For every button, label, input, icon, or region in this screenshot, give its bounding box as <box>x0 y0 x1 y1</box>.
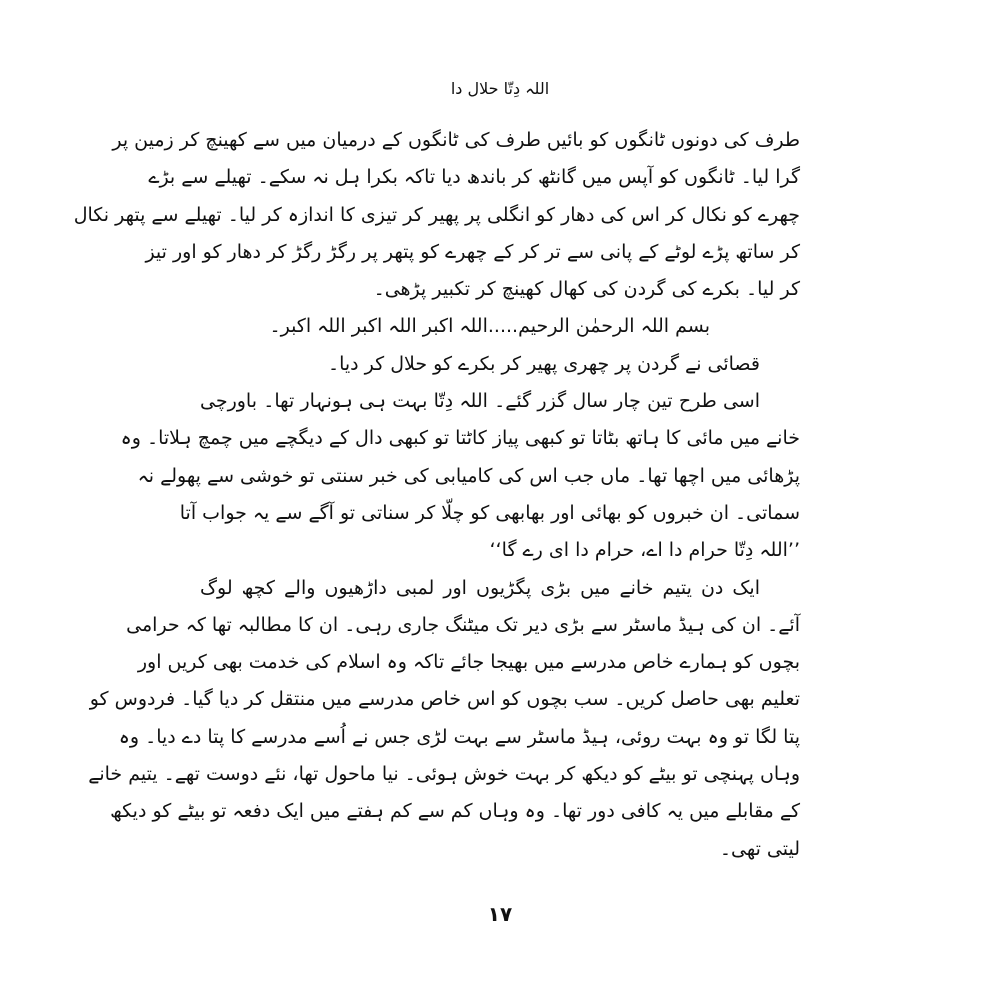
quoted-dialogue-line: ’’اللہ دِتّا حرام دا اے، حرام دا ای رے گا‘‘ <box>489 539 800 562</box>
text-line: پتا لگا تو وہ بہت روئی، ہیڈ ماسٹر سے بہت لڑی جس نے اُسے مدرسے کا پتا دے دیا۔ وہ <box>118 725 800 748</box>
text-line: گرا لیا۔ ٹانگوں کو آپس میں گانٹھ کر باندھ دیا تاکہ بکرا ہل نہ سکے۔ تھیلے سے بڑے <box>148 166 800 189</box>
bismillah-line: بسم اللہ الرحمٰن الرحیم.....اللہ اکبر اللہ اکبر اللہ اکبر۔ <box>269 315 710 338</box>
text-line: خانے میں مائی کا ہاتھ بٹاتا تو کبھی پیاز کاٹتا تو کبھی دال کے دیگچے میں چمچ ہلاتا۔ وہ <box>120 427 800 450</box>
text-line: کر لیا۔ بکرے کی گردن کی کھال کھینچ کر تکبیر پڑھی۔ <box>373 278 800 301</box>
text-line: قصائی نے گردن پر چھری پھیر کر بکرے کو حلال کر دیا۔ <box>327 352 760 375</box>
text-line: سماتی۔ ان خبروں کو بھائی اور بھابھی کو چلّا کر سناتی تو آگے سے یہ جواب آتا <box>179 501 800 524</box>
text-line: آئے۔ ان کی ہیڈ ماسٹر سے بڑی دیر تک میٹنگ جاری رہی۔ ان کا مطالبہ تھا کہ حرامی <box>126 613 800 636</box>
text-line: تعلیم بھی حاصل کریں۔ سب بچوں کو اس خاص مدرسے میں منتقل کر دیا گیا۔ فردوس کو <box>89 688 800 711</box>
paragraph-start-line: ایک دن یتیم خانے میں بڑی پگڑیوں اور لمبی داڑھیوں والے کچھ لوگ <box>200 576 760 599</box>
text-line: طرف کی دونوں ٹانگوں کو بائیں طرف کی ٹانگوں کے درمیان میں سے کھینچ کر زمین پر <box>112 129 800 151</box>
page-number: ۱۷ <box>487 902 513 926</box>
page-body-text <box>73 122 800 868</box>
text-line: کے مقابلے میں یہ کافی دور تھا۔ وہ وہاں کم سے کم ہفتے میں ایک دفعہ تو بیٹے کو دیکھ <box>110 800 800 823</box>
text-line: وہاں پہنچی تو بیٹے کو دیکھ کر بہت خوش ہوئی۔ نیا ماحول تھا، نئے دوست تھے۔ یتیم خانے <box>88 763 800 786</box>
text-line: لیتی تھی۔ <box>719 837 800 860</box>
text-line: بچوں کو ہمارے خاص مدرسے میں بھیجا جائے تاکہ وہ اسلام کی خدمت بھی کریں اور <box>137 651 800 674</box>
text-line: پڑھائی میں اچھا تھا۔ ماں جب اس کی کامیابی کی خبر سنتی تو خوشی سے پھولے نہ <box>137 464 800 487</box>
paragraph-start-line: اسی طرح تین چار سال گزر گئے۔ اللہ دِتّا بہت ہی ہونہار تھا۔ باورچی <box>200 390 760 413</box>
text-line: کر ساتھ پڑے لوٹے کے پانی سے تر کر کے چھرے کو پتھر پر رگڑ رگڑ کر دھار کو اور تیز <box>145 240 800 263</box>
text-line: چھرے کو نکال کر اس کی دھار کو انگلی پر پھیر کر تیزی کا اندازہ کر لیا۔ تھیلے سے پتھر نکال <box>73 203 800 226</box>
running-header-title: اللہ دِتّا حلال دا <box>450 79 550 98</box>
